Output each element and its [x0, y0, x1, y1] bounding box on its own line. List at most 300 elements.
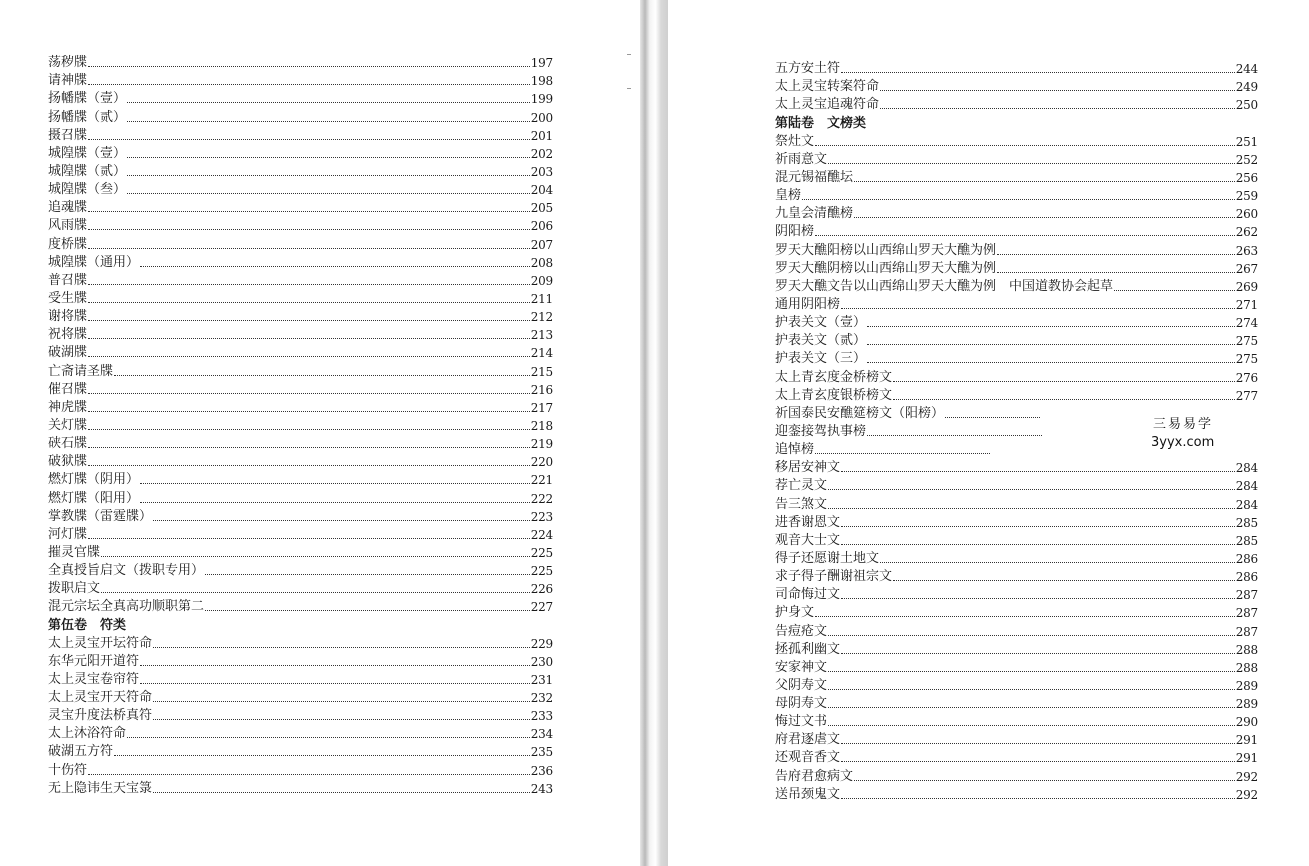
entry-page-number: 221 [530, 473, 553, 488]
entry-title: 阴阳榜 [775, 224, 815, 240]
dot-leader [88, 138, 530, 140]
entry-title: 五方安土符 [775, 61, 841, 77]
toc-entry [775, 713, 1258, 731]
dot-leader [867, 434, 1042, 436]
entry-page-number: 284 [1235, 479, 1258, 494]
entry-page-number: 197 [530, 56, 553, 71]
entry-page-number: 251 [1235, 134, 1258, 149]
dot-leader [88, 337, 530, 339]
entry-title: 进香谢恩文 [775, 514, 841, 530]
entry-page-number: 211 [530, 291, 553, 306]
entry-page-number: 206 [530, 219, 553, 234]
entry-page-number: 256 [1235, 170, 1258, 185]
dot-leader [88, 537, 530, 539]
entry-page-number: 288 [1235, 660, 1258, 675]
dot-leader [88, 283, 530, 285]
dot-leader [127, 629, 552, 630]
dot-leader [127, 736, 530, 738]
dot-leader [88, 301, 530, 303]
toc-entry [775, 495, 1258, 513]
entry-page-number: 286 [1235, 551, 1258, 566]
dot-leader [841, 307, 1235, 309]
entry-title: 太上青玄度银桥榜文 [775, 387, 893, 403]
toc-entry [775, 169, 1258, 187]
toc-entry [775, 350, 1258, 368]
entry-title: 混元宗坛全真高功顺职第二 [48, 599, 205, 615]
dot-leader [114, 754, 530, 756]
entry-page-number: 244 [1235, 62, 1258, 77]
toc-entry [775, 550, 1258, 568]
entry-page-number: 235 [530, 745, 553, 760]
dot-leader [88, 247, 530, 249]
entry-title: 母阴寿文 [775, 696, 828, 712]
dot-leader [841, 797, 1235, 799]
entry-title: 迎銮接驾执事榜 [775, 423, 867, 439]
entry-page-number: 200 [530, 110, 553, 125]
entry-page-number: 226 [530, 582, 553, 597]
dot-leader [854, 180, 1235, 182]
toc-entry [775, 332, 1258, 350]
entry-title: 灵宝升度法桥真符 [48, 708, 153, 724]
entry-page-number: 259 [1235, 189, 1258, 204]
toc-entry [775, 60, 1258, 78]
dot-leader [815, 615, 1235, 617]
entry-title: 太上沐浴符命 [48, 726, 127, 742]
toc-entry [48, 780, 553, 798]
toc-entry [48, 562, 553, 580]
toc-entry [775, 568, 1258, 586]
entry-title: 关灯牒 [48, 417, 88, 433]
toc-entry [775, 641, 1258, 659]
entry-title: 观音大士文 [775, 532, 841, 548]
dot-leader [893, 398, 1235, 400]
dot-leader [114, 374, 530, 376]
dot-leader [828, 634, 1235, 636]
toc-entry [775, 767, 1258, 785]
entry-page-number: 263 [1235, 243, 1258, 258]
entry-page-number: 287 [1235, 606, 1258, 621]
entry-page-number: 225 [530, 564, 553, 579]
entry-title: 第伍卷 符类 [48, 617, 127, 633]
toc-entry [775, 151, 1258, 169]
entry-page-number: 232 [530, 691, 553, 706]
dot-leader [841, 597, 1235, 599]
dot-leader [153, 519, 530, 521]
entry-title: 燃灯牒（阳用） [48, 490, 140, 506]
dot-leader [88, 428, 530, 430]
entry-page-number: 229 [530, 636, 553, 651]
toc-entry [48, 671, 553, 689]
entry-title: 风雨牒 [48, 218, 88, 234]
toc-entry [775, 260, 1258, 278]
left-page [0, 0, 640, 866]
entry-title: 荡秽牒 [48, 55, 88, 71]
dot-leader [867, 361, 1235, 363]
toc-entry [775, 78, 1258, 96]
entry-page-number: 218 [530, 418, 553, 433]
entry-page-number: 289 [1235, 697, 1258, 712]
entry-title: 扬幡牒（贰） [48, 109, 127, 125]
entry-page-number: 231 [530, 672, 553, 687]
toc-entry [775, 133, 1258, 151]
toc-entry [48, 163, 553, 181]
dot-leader [140, 482, 530, 484]
toc-entry [775, 586, 1258, 604]
entry-title: 全真授旨启文（拨职专用） [48, 563, 205, 579]
entry-page-number: 288 [1235, 642, 1258, 657]
entry-page-number: 236 [530, 763, 553, 778]
dot-leader [841, 543, 1235, 545]
entry-page-number: 199 [530, 92, 553, 107]
toc-entry [775, 731, 1258, 749]
dot-leader [880, 89, 1235, 91]
entry-title: 度桥牒 [48, 236, 88, 252]
entry-page-number: 285 [1235, 533, 1258, 548]
entry-page-number: 276 [1235, 370, 1258, 385]
entry-page-number: 292 [1235, 769, 1258, 784]
entry-title: 太上灵宝卷帘符 [48, 671, 140, 687]
toc-entry [775, 514, 1258, 532]
dot-leader [997, 271, 1235, 273]
entry-title: 催召牒 [48, 381, 88, 397]
entry-title: 告三煞文 [775, 496, 828, 512]
dot-leader [127, 174, 530, 176]
entry-title: 追魂牒 [48, 200, 88, 216]
toc-entry [775, 241, 1258, 259]
entry-page-number: 208 [530, 255, 553, 270]
dot-leader [88, 65, 530, 67]
entry-page-number: 234 [530, 727, 553, 742]
toc-entry [775, 477, 1258, 495]
toc-entry [775, 677, 1258, 695]
dot-leader [127, 101, 530, 103]
toc-entry [48, 689, 553, 707]
watermark-url: 3yyx.com [1151, 435, 1215, 450]
entry-title: 摧灵官牒 [48, 544, 101, 560]
dot-leader [88, 464, 530, 466]
entry-page-number: 275 [1235, 352, 1258, 367]
toc-entry [48, 90, 553, 108]
dot-leader [101, 591, 530, 593]
entry-title: 通用阴阳榜 [775, 296, 841, 312]
dot-leader [880, 107, 1235, 109]
entry-title: 太上青玄度金桥榜文 [775, 369, 893, 385]
entry-title: 护表关文（三） [775, 351, 867, 367]
toc-entry [775, 459, 1258, 477]
dot-leader [815, 234, 1235, 236]
entry-page-number: 267 [1235, 261, 1258, 276]
entry-title: 普召牒 [48, 272, 88, 288]
entry-title: 护表关文（壹） [775, 315, 867, 331]
entry-page-number: 269 [1235, 279, 1258, 294]
entry-title: 安家神文 [775, 659, 828, 675]
entry-title: 送吊颈鬼文 [775, 786, 841, 802]
crop-mark [627, 88, 631, 89]
toc-entry [775, 205, 1258, 223]
dot-leader [88, 355, 530, 357]
toc-entry [48, 108, 553, 126]
toc-entry [48, 308, 553, 326]
entry-title: 祝将牒 [48, 327, 88, 343]
toc-entry [48, 761, 553, 779]
entry-title: 破狱牒 [48, 454, 88, 470]
entry-title: 亡斋请圣牒 [48, 363, 114, 379]
entry-title: 求子得子酬谢祖宗文 [775, 569, 893, 585]
entry-page-number: 209 [530, 273, 553, 288]
entry-page-number: 291 [1235, 751, 1258, 766]
entry-page-number: 252 [1235, 152, 1258, 167]
dot-leader [88, 392, 530, 394]
dot-leader [867, 127, 1257, 128]
entry-page-number: 207 [530, 237, 553, 252]
entry-page-number: 220 [530, 455, 553, 470]
entry-title: 罗天大醮阳榜以山西绵山罗天大醮为例 [775, 242, 997, 258]
entry-page-number: 204 [530, 183, 553, 198]
entry-title: 城隍牒（通用） [48, 254, 140, 270]
entry-title: 悔过文书 [775, 714, 828, 730]
entry-page-number: 250 [1235, 98, 1258, 113]
dot-leader [88, 83, 530, 85]
dot-leader [841, 760, 1235, 762]
toc-entry [48, 435, 553, 453]
entry-title: 告痘疮文 [775, 623, 828, 639]
entry-title: 府君逐虐文 [775, 732, 841, 748]
entry-title: 神虎牒 [48, 399, 88, 415]
entry-title: 摄召牒 [48, 127, 88, 143]
entry-title: 无上隐讳生天宝箓 [48, 780, 153, 796]
entry-title: 司命悔过文 [775, 587, 841, 603]
entry-title: 破湖五方符 [48, 744, 114, 760]
entry-title: 混元锡福醮坛 [775, 169, 854, 185]
toc-entry [775, 368, 1258, 386]
entry-title: 掌教牒（雷霆牒） [48, 508, 153, 524]
toc-entry [48, 580, 553, 598]
toc-entry [775, 604, 1258, 622]
dot-leader [828, 507, 1235, 509]
dot-leader [153, 791, 530, 793]
entry-page-number: 225 [530, 545, 553, 560]
toc-entry [775, 296, 1258, 314]
entry-page-number: 262 [1235, 225, 1258, 240]
toc-entry [775, 749, 1258, 767]
entry-page-number: 198 [530, 74, 553, 89]
dot-leader [802, 198, 1235, 200]
entry-title: 扬幡牒（壹） [48, 91, 127, 107]
entry-title: 祭灶文 [775, 133, 815, 149]
toc-entry [775, 786, 1258, 804]
entry-page-number: 284 [1235, 461, 1258, 476]
entry-page-number: 217 [530, 400, 553, 415]
crop-mark [627, 54, 631, 55]
entry-title: 父阴寿文 [775, 677, 828, 693]
toc-entry [48, 199, 553, 217]
toc-entry [48, 127, 553, 145]
toc-entry [775, 314, 1258, 332]
book-gutter [640, 0, 668, 866]
entry-title: 东华元阳开道符 [48, 653, 140, 669]
toc-entry [48, 381, 553, 399]
entry-page-number: 214 [530, 346, 553, 361]
dot-leader [880, 561, 1235, 563]
entry-title: 太上灵宝转案符命 [775, 79, 880, 95]
dot-leader [841, 470, 1235, 472]
entry-title: 太上灵宝开天符命 [48, 690, 153, 706]
entry-title: 九皇会清醮榜 [775, 206, 854, 222]
toc-entry [48, 217, 553, 235]
dot-leader [828, 488, 1235, 490]
toc-entry [48, 635, 553, 653]
toc-entry [48, 344, 553, 362]
entry-title: 移居安神文 [775, 460, 841, 476]
entry-page-number: 290 [1235, 715, 1258, 730]
toc-entry [48, 54, 553, 72]
entry-page-number: 230 [530, 654, 553, 669]
dot-leader [815, 452, 990, 454]
dot-leader [153, 646, 530, 648]
dot-leader [841, 71, 1235, 73]
entry-title: 十伤符 [48, 762, 88, 778]
dot-leader [893, 380, 1235, 382]
entry-title: 拨职启文 [48, 581, 101, 597]
entry-page-number: 203 [530, 164, 553, 179]
dot-leader [841, 525, 1235, 527]
dot-leader [88, 446, 530, 448]
entry-page-number: 205 [530, 201, 553, 216]
dot-leader [997, 253, 1235, 255]
entry-title: 护身文 [775, 605, 815, 621]
toc-entry [48, 254, 553, 272]
dot-leader [828, 706, 1235, 708]
toc-entry [775, 96, 1258, 114]
dot-leader [828, 670, 1235, 672]
toc-entry [48, 326, 553, 344]
dot-leader [88, 319, 530, 321]
entry-page-number: 213 [530, 328, 553, 343]
toc-entry [48, 453, 553, 471]
entry-page-number: 275 [1235, 334, 1258, 349]
entry-page-number: 285 [1235, 515, 1258, 530]
toc-entry [48, 471, 553, 489]
entry-page-number: 289 [1235, 678, 1258, 693]
entry-page-number: 249 [1235, 80, 1258, 95]
toc-entry [48, 526, 553, 544]
dot-leader [828, 162, 1235, 164]
entry-page-number: 224 [530, 527, 553, 542]
toc-entry [48, 489, 553, 507]
entry-page-number: 215 [530, 364, 553, 379]
entry-title: 太上灵宝追魂符命 [775, 97, 880, 113]
entry-title: 罗天大醮文告以山西绵山罗天大醮为例 中国道教协会起草 [775, 278, 1114, 294]
toc-entry [775, 278, 1258, 296]
entry-page-number: 260 [1235, 207, 1258, 222]
dot-leader [867, 343, 1235, 345]
entry-title: 荐亡灵文 [775, 478, 828, 494]
entry-title: 追悼榜 [775, 442, 815, 458]
entry-title: 城隍牒（贰） [48, 163, 127, 179]
dot-leader [815, 144, 1235, 146]
toc-entry [48, 181, 553, 199]
entry-title: 还观音香文 [775, 750, 841, 766]
toc-entry [48, 272, 553, 290]
toc-entry [48, 417, 553, 435]
toc-entry [775, 187, 1258, 205]
entry-title: 城隍牒（壹） [48, 145, 127, 161]
dot-leader [854, 216, 1235, 218]
toc-entry [48, 508, 553, 526]
entry-page-number: 284 [1235, 497, 1258, 512]
entry-title: 拯孤利幽文 [775, 641, 841, 657]
entry-page-number: 277 [1235, 388, 1258, 403]
dot-leader [893, 579, 1235, 581]
entry-title: 河灯牒 [48, 526, 88, 542]
dot-leader [841, 742, 1235, 744]
dot-leader [153, 700, 530, 702]
toc-entry [48, 598, 553, 616]
toc-entry [48, 235, 553, 253]
entry-title: 请神牒 [48, 73, 88, 89]
entry-page-number: 202 [530, 146, 553, 161]
entry-title: 城隍牒（叁） [48, 182, 127, 198]
dot-leader [140, 682, 530, 684]
watermark [1123, 411, 1273, 461]
entry-title: 第陆卷 文榜类 [775, 115, 867, 131]
dot-leader [153, 718, 530, 720]
dot-leader [88, 228, 530, 230]
entry-title: 告府君愈病文 [775, 768, 854, 784]
toc-list-left [48, 54, 553, 798]
toc-entry [775, 622, 1258, 640]
dot-leader [1114, 289, 1235, 291]
toc-entry [48, 290, 553, 308]
dot-leader [205, 609, 530, 611]
entry-page-number: 271 [1235, 297, 1258, 312]
entry-page-number: 216 [530, 382, 553, 397]
entry-title: 谢将牒 [48, 309, 88, 325]
toc-entry [48, 399, 553, 417]
dot-leader [140, 265, 530, 267]
dot-leader [867, 325, 1235, 327]
dot-leader [127, 192, 530, 194]
right-page [668, 0, 1309, 866]
toc-entry [775, 223, 1258, 241]
dot-leader [205, 573, 530, 575]
toc-entry [775, 532, 1258, 550]
entry-page-number: 286 [1235, 570, 1258, 585]
entry-title: 太上灵宝开坛符命 [48, 635, 153, 651]
dot-leader [945, 416, 1040, 418]
entry-title: 破湖牒 [48, 345, 88, 361]
dot-leader [101, 555, 530, 557]
entry-title: 护表关文（贰） [775, 333, 867, 349]
dot-leader [88, 773, 530, 775]
entry-page-number: 287 [1235, 624, 1258, 639]
dot-leader [828, 724, 1235, 726]
dot-leader [140, 664, 530, 666]
dot-leader [127, 156, 530, 158]
entry-title: 得子还愿谢土地文 [775, 550, 880, 566]
entry-title: 燃灯牒（阴用） [48, 472, 140, 488]
toc-entry [48, 707, 553, 725]
entry-title: 祈国泰民安醮筵榜文（阳榜） [775, 405, 945, 421]
entry-title: 祈雨意文 [775, 151, 828, 167]
entry-page-number: 291 [1235, 733, 1258, 748]
entry-page-number: 227 [530, 600, 553, 615]
dot-leader [841, 652, 1235, 654]
toc-entry [48, 72, 553, 90]
toc-entry [48, 653, 553, 671]
dot-leader [88, 410, 530, 412]
toc-entry [775, 387, 1258, 405]
